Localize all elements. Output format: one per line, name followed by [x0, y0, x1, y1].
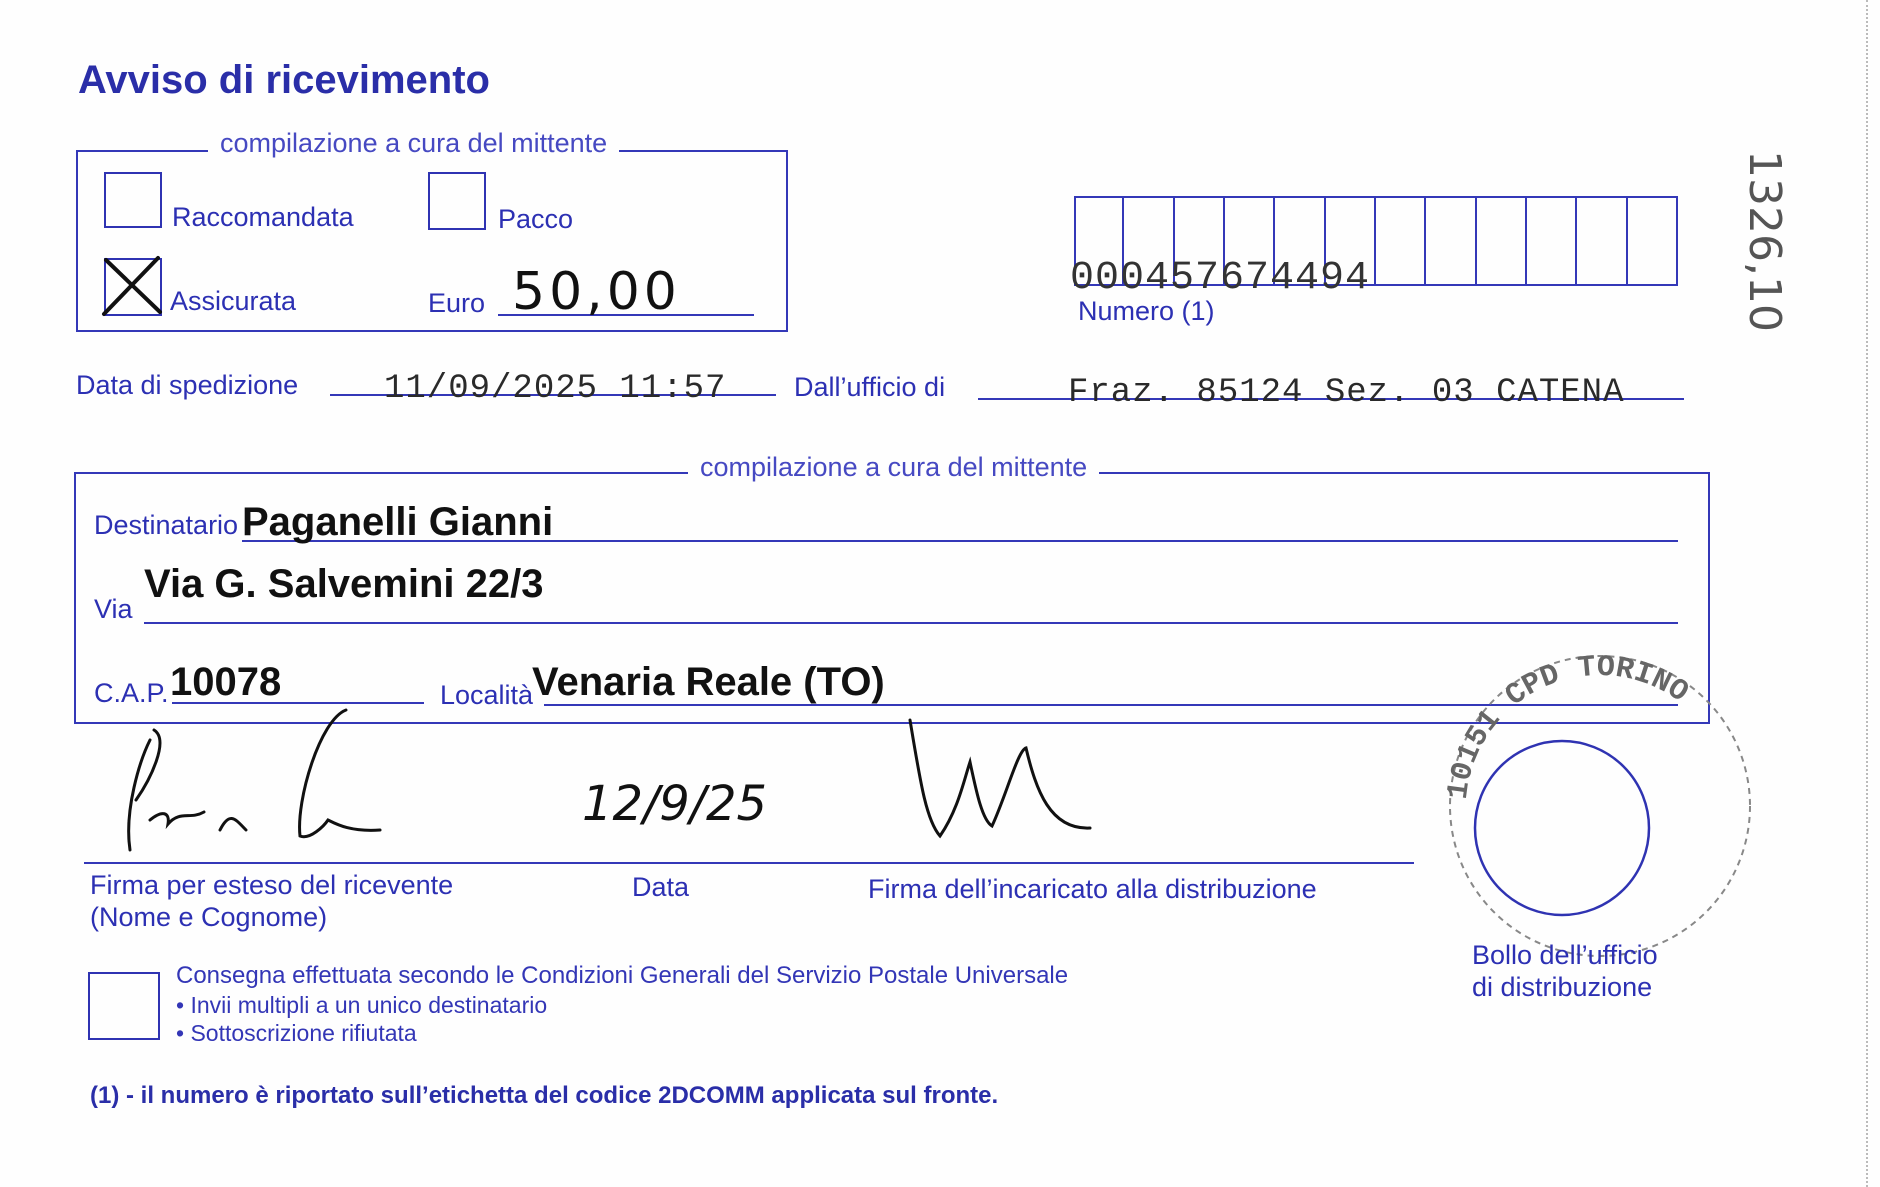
- postmark-caption-line2: di distribuzione: [1472, 972, 1653, 1002]
- number-grid-cell: [1376, 196, 1426, 286]
- office-value: Fraz. 85124 Sez. 03 CATENA: [1068, 374, 1625, 412]
- via-line: [144, 622, 1678, 624]
- destinatario-label: Destinatario: [94, 510, 239, 540]
- raccomandata-checkbox[interactable]: [104, 172, 162, 228]
- via-label: Via: [94, 594, 133, 624]
- delivery-line3: • Sottoscrizione rifiutata: [176, 1020, 417, 1046]
- courier-label: Firma dell’incaricato alla distribuzione: [868, 874, 1317, 904]
- signature-date-label: Data: [632, 872, 690, 902]
- number-label: Numero (1): [1078, 296, 1215, 326]
- number-grid-cell: [1577, 196, 1627, 286]
- signature-line: [84, 862, 1414, 864]
- sender-section-legend: compilazione a cura del mittente: [208, 128, 619, 159]
- number-grid-cell: [1527, 196, 1577, 286]
- pacco-label: Pacco: [498, 204, 574, 234]
- footnote: (1) - il numero è riportato sull’etichetta del codice 2DCOMM applicata sul fronte.: [90, 1082, 999, 1109]
- localita-value: Venaria Reale (TO): [532, 660, 885, 704]
- postmark-text: 10151 CPD TORINO: [1441, 650, 1695, 802]
- cap-label: C.A.P.: [94, 678, 169, 708]
- euro-value: 50,00: [512, 262, 681, 322]
- number-grid-cell: [1628, 196, 1678, 286]
- perforation-edge: [1866, 0, 1868, 1187]
- courier-signature: [900, 700, 1100, 850]
- via-value: Via G. Salvemini 22/3: [144, 562, 544, 606]
- signature-date-handwritten: 12/9/25: [582, 776, 768, 832]
- number-grid-cell: [1477, 196, 1527, 286]
- number-grid-cell: [1426, 196, 1476, 286]
- delivery-line2: • Invii multipli a un unico destinatario: [176, 992, 548, 1018]
- receiver-label-line1: Firma per esteso del ricevente: [90, 870, 454, 900]
- cap-value: 10078: [170, 660, 282, 704]
- euro-label: Euro: [428, 288, 486, 318]
- receiver-label-line2: (Nome e Cognome): [90, 902, 328, 932]
- distribution-stamp-circle: [1470, 736, 1654, 920]
- check-x-icon: [100, 254, 160, 314]
- shipping-date-label: Data di spedizione: [76, 370, 299, 400]
- localita-label: Località: [440, 680, 534, 710]
- assicurata-checkbox[interactable]: [104, 258, 162, 316]
- number-value: 000457674494: [1070, 256, 1371, 301]
- postmark-caption-line1: Bollo dell’ufficio: [1472, 940, 1658, 970]
- office-label: Dall’ufficio di: [794, 372, 946, 402]
- recipient-section-legend: compilazione a cura del mittente: [688, 452, 1099, 483]
- margin-note: 1326,10: [1739, 150, 1790, 332]
- receiver-signature: [110, 700, 410, 860]
- raccomandata-label: Raccomandata: [172, 202, 354, 232]
- destinatario-value: Paganelli Gianni: [242, 500, 554, 544]
- pacco-checkbox[interactable]: [428, 172, 486, 230]
- assicurata-label: Assicurata: [170, 286, 297, 316]
- shipping-date-value: 11/09/2025 11:57: [384, 370, 727, 408]
- form-title: Avviso di ricevimento: [78, 58, 490, 102]
- delivery-line1: Consegna effettuata secondo le Condizioni Generali del Servizio Postale Universale: [176, 962, 1069, 989]
- delivery-checkbox[interactable]: [88, 972, 160, 1040]
